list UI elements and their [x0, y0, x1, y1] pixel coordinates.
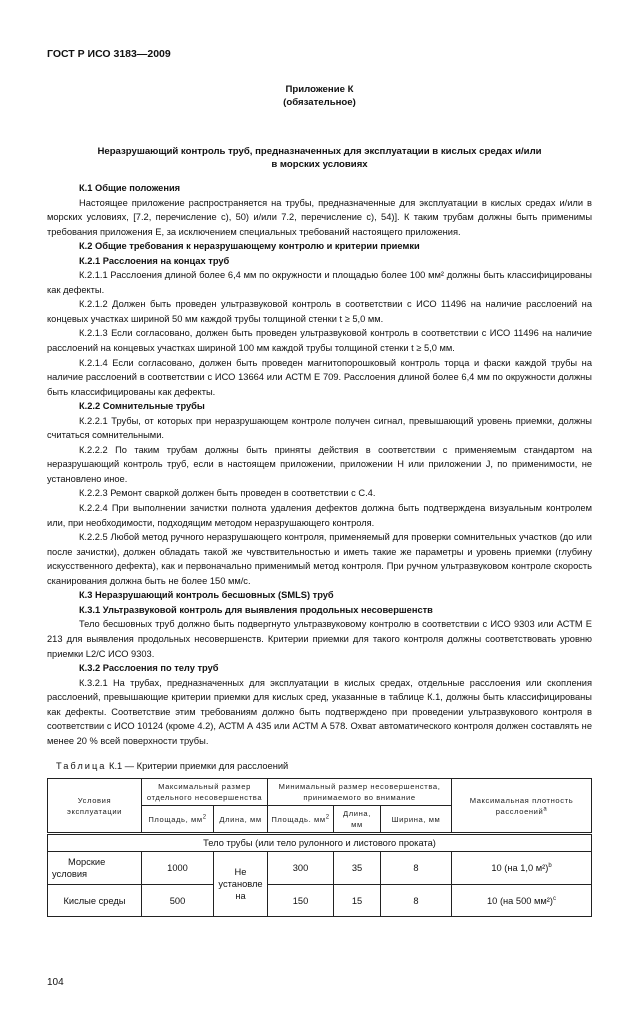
table-row — [48, 885, 592, 917]
cell-width-min: 8 — [381, 852, 452, 885]
cell-width-min: 8 — [381, 885, 452, 917]
header-width-min: Ширина, мм — [381, 806, 452, 834]
header-conditions: Условия эксплуатации — [48, 779, 142, 834]
annex-title: Приложение К — [285, 84, 354, 95]
cell-length-max: Не установлена — [214, 852, 268, 917]
area-label: Площадь. мм — [271, 814, 326, 824]
paragraph: К.2.2.1 Трубы, от которых при неразрушающем контроле получен сигнал, превышающий уровень приемки, должны считаться сомнительными. — [47, 415, 592, 441]
header-length-min: Длина, мм — [334, 806, 381, 834]
cell-density — [452, 885, 592, 917]
section-heading: К.2 Общие требования к неразрушающему контролю и критерии приемки — [79, 241, 420, 252]
footnote-mark: c — [553, 895, 556, 902]
table-row — [48, 852, 592, 885]
section-title-line-2: в морских условиях — [271, 159, 368, 170]
cell-area-min: 150 — [268, 885, 334, 917]
section-heading: К.3.1 Ультразвуковой контроль для выявления продольных несовершенств — [79, 604, 433, 615]
header-min-size: Минимальный размер несовершенства, принимаемого во внимание — [268, 779, 452, 806]
section-heading: К.2.1 Расслоения на концах труб — [79, 255, 230, 266]
caption-prefix: Таблица — [56, 761, 107, 772]
paragraph: Тело бесшовных труб должно быть подвергнуто ультразвуковому контролю в соответствии с ИСО 9303 или АСТМ Е 213 для выявления продольных несовершенств. Критерии приемки для такого контроля должны соответствовать уровню приемки L2/C ИСО 9303. — [47, 619, 592, 659]
paragraph: К.2.2.5 Любой метод ручного неразрушающего контроля, применяемый для проверки сомнительных участков (до или после зачистки), должен обладать такой же чувствительностью и иметь такие же параметры и уровень приемки (глубину искусственного дефекта), как и первоначально применимый метод контроля. При ручном ультразвуковом контроле скорость сканирования должна быть не более 150 мм/с. — [47, 532, 592, 586]
header-density — [452, 779, 592, 834]
section-heading: К.2.2 Сомнительные трубы — [79, 401, 205, 412]
paragraph: К.2.1.4 Если согласовано, должен быть проведен магнитопорошковый контроль торца и фаски каждой трубы на наличие расслоений в соответствии с ИСО 13664 или АСТМ Е 709. Расслоения длиной более 6,4 мм по окружности должны быть классифицированы как дефекты. — [47, 357, 592, 397]
acceptance-criteria-table — [47, 778, 592, 917]
header-length-max: Длина, мм — [214, 806, 268, 834]
header-area-max: Площадь, $мм^2$ — [142, 806, 214, 834]
cell-length-min: 15 — [334, 885, 381, 917]
paragraph: К.2.1.1 Расслоения длиной более 6,4 мм по окружности и площадью более 100 мм² должны быть классифицированы как дефекты. — [47, 270, 592, 295]
cell-condition: Кислые среды — [48, 885, 142, 917]
cell-length-min: 35 — [334, 852, 381, 885]
header-max-size: Максимальный размер отдельного несовершенства — [142, 779, 268, 806]
paragraph: К.2.1.3 Если согласовано, должен быть проведен ультразвуковой контроль в соответствии с ИСО 11496 на наличие расслоений на концевых участках шириной 100 мм каждой трубы толщиной стенки t ≥ 5,0 мм. — [47, 328, 592, 354]
page-number: 104 — [47, 977, 64, 989]
cell-area-max: 500 — [142, 885, 214, 917]
annex-status: (обязательное) — [283, 97, 356, 108]
section-title-line-1: Неразрушающий контроль труб, предназначенных для эксплуатации в кислых средах и/или — [97, 146, 542, 157]
cell-density — [452, 852, 592, 885]
density-footnote: a — [543, 806, 548, 813]
header-area-min: Площадь. $мм^2$ — [268, 806, 334, 834]
caption-text: К.1 — Критерии приемки для расслоений — [106, 761, 289, 772]
section-row: Тело трубы (или тело рулонного и листового проката) — [48, 834, 592, 852]
section-heading: К.3.2 Расслоения по телу труб — [79, 663, 219, 674]
paragraph: К.2.2.3 Ремонт сваркой должен быть проведен в соответствии с С.4. — [79, 488, 376, 499]
density-value: 10 (на 1,0 м²) — [491, 863, 549, 874]
paragraph: К.2.2.4 При выполнении зачистки полнота удаления дефектов должна быть подтверждена визуальным контролем или, при необходимости, подходящим методом неразрушающего контроля. — [47, 503, 592, 528]
paragraph: К.2.1.2 Должен быть проведен ультразвуковой контроль в соответствии с ИСО 11496 на наличие расслоений на концевых участках шириной 50 мм каждой трубы толщиной стенки t ≥ 5,0 мм. — [47, 299, 592, 324]
document-body — [47, 181, 592, 748]
density-label: Максимальная плотность расслоений — [469, 795, 574, 816]
paragraph: К.3.2.1 На трубах, предназначенных для эксплуатации в кислых средах, отдельные расслоения или скопления расслоений, превышающие критерии приемки для кислых сред, указанные в таблице К.1, должны быть классифицированы как дефекты. Соответствие этим требованиям должно быть подтверждено при проведении ультразвукового контроля в соответствии с ИСО 10124 (кроме 4.2), АСТМ А 435 или АСТМ А 578. Охват автоматического контроля должен составлять не менее 20 % всей поверхности трубы. — [47, 677, 592, 746]
cell-area-min: 300 — [268, 852, 334, 885]
paragraph: К.2.2.2 По таким трубам должны быть приняты действия в соответствии с применяемым стандартом на неразрушающий контроль труб, если в настоящем приложении, приложении Н или приложении J, по применимости, не установлено иное. — [47, 444, 592, 484]
area-label: Площадь, мм — [148, 814, 203, 824]
cell-area-max: 1000 — [142, 852, 214, 885]
cell-condition: Морские условия — [48, 852, 142, 885]
section-heading: К.1 Общие положения — [79, 183, 181, 193]
document-code: ГОСТ Р ИСО 3183—2009 — [47, 48, 171, 60]
paragraph: Настоящее приложение распространяется на трубы, предназначенные для эксплуатации в кислых средах и/или в морских условиях, [7.2, перечисление с), 50) и/или 7.2, перечисление с), 54)]. К таким трубам должны быть применимы требования приложения Е, за исключением специальных требований настоящего приложения. — [47, 197, 592, 237]
footnote-mark: b — [548, 863, 552, 870]
density-value: 10 (на 500 мм²) — [487, 895, 553, 906]
section-heading: К.3 Неразрушающий контроль бесшовных (SMLS) труб — [79, 590, 334, 601]
table-caption — [56, 760, 592, 773]
